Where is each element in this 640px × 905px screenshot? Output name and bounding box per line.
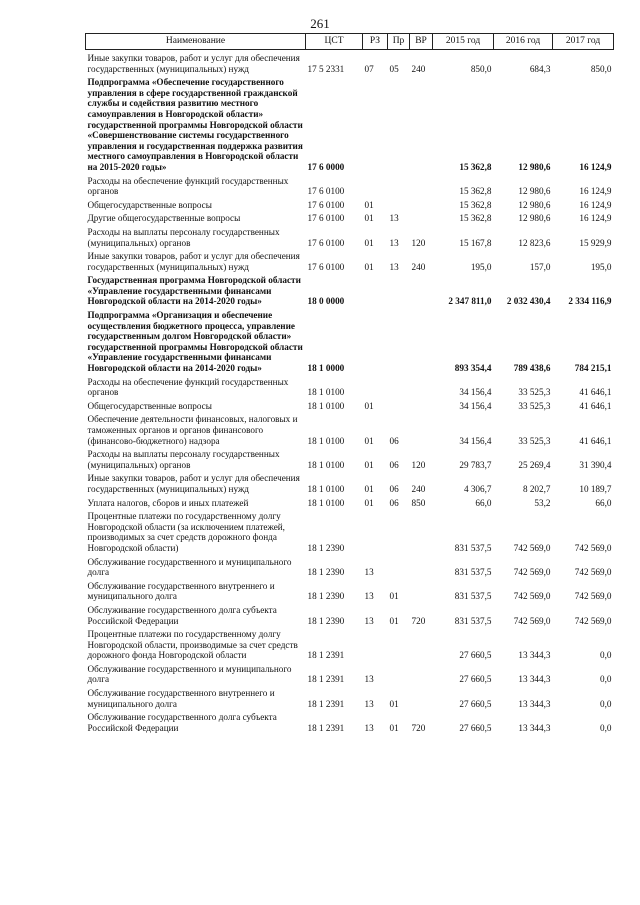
cell-rz: 01 [364,400,374,411]
table-row [86,224,614,248]
cell-name: Подпрограмма «Организация и обеспечение осуществления бюджетного процесса, управление государственным долгом Новгородской области» государственной программы Новгородской области «Управление государственными финансами Новгородской области на 2014-2020 годы» [87,310,303,374]
cell-2017: 742 569,0 [574,591,612,602]
table-row [86,272,614,307]
cell-name: Обслуживание государственного и муниципального долга [87,663,292,685]
cell-cst: 18 1 2390 [307,542,345,553]
cell-2016: 742 569,0 [513,615,551,626]
cell-2017: 784 215,1 [574,363,612,374]
cell-pr: 06 [389,435,399,446]
cell-cst: 18 0 0000 [307,296,345,307]
cell-name: Расходы на обеспечение функций государственных органов [87,376,289,398]
table-row [86,248,614,272]
cell-cst: 17 6 0100 [307,261,345,272]
cell-pr: 05 [389,63,399,74]
cell-pr [388,173,410,197]
budget-table [85,33,614,733]
cell-2017: 16 124,9 [579,199,612,210]
table-row [86,74,614,172]
table-row [86,398,614,412]
cell-rz: 13 [364,615,374,626]
cell-pr [388,554,410,578]
cell-2015: 34 156,4 [459,387,492,398]
cell-rz: 13 [364,674,374,685]
cell-pr: 13 [389,213,399,224]
cell-vr [410,173,433,197]
cell-2015: 831 537,5 [454,591,492,602]
header-2015: 2015 год [433,34,494,50]
cell-2015: 15 167,8 [459,237,492,248]
cell-cst: 18 1 2391 [307,674,345,685]
cell-2016: 13 344,3 [518,650,551,661]
table-row [86,173,614,197]
cell-2017: 41 646,1 [579,387,612,398]
cell-name: Обслуживание государственного долга субъекта Российской Федерации [87,604,277,626]
cell-2016: 2 032 430,4 [506,296,551,307]
cell-2015: 2 347 811,0 [448,296,492,307]
cell-name: Обслуживание государственного внутреннего и муниципального долга [87,688,275,709]
table-row [86,685,614,709]
header-vr: ВР [410,34,433,50]
cell-2016: 12 980,6 [518,161,551,172]
cell-rz [363,173,388,197]
cell-cst: 18 1 2390 [307,615,345,626]
cell-2016: 789 438,6 [513,363,551,374]
cell-cst: 17 6 0100 [307,213,345,224]
cell-vr [410,626,433,661]
cell-vr [410,661,433,685]
cell-vr [410,578,433,602]
table-row [86,50,614,75]
cell-2016: 13 344,3 [518,722,551,733]
cell-2017: 742 569,0 [574,542,612,553]
cell-rz [363,307,388,374]
header-rz: РЗ [363,34,388,50]
cell-2015: 27 660,5 [459,722,492,733]
cell-2015: 15 362,8 [459,199,492,210]
page-number: 261 [310,16,330,31]
cell-2017: 66,0 [595,497,612,508]
cell-vr: 240 [411,261,426,272]
cell-2016: 13 344,3 [518,674,551,685]
cell-name: Общегосударственные вопросы [87,199,212,210]
cell-rz: 13 [364,567,374,578]
cell-2017: 2 334 116,9 [568,296,612,307]
cell-2017: 15 929,9 [579,237,612,248]
cell-pr [388,508,410,553]
cell-name: Процентные платежи по государственному долгу Новгородской области (за исключением платежей, производимых за счет средств дорожного фонда Новгородской области) [87,511,285,553]
cell-name: Уплата налогов, сборов и иных платежей [87,497,249,508]
cell-2016: 12 980,6 [518,199,551,210]
cell-2017: 16 124,9 [579,161,612,172]
cell-name: Подпрограмма «Обеспечение государственного управления в сфере государственной гражданской службы и содействия развитию местного самоуправления в Новгородской области» государственной программы Новгородской области «Совершенствование системы государственного управления и государственная поддержка развития местного самоуправления в Новгородской области на 2015-2020 годы» [87,77,303,172]
cell-pr: 06 [389,497,399,508]
cell-2017: 742 569,0 [574,615,612,626]
header-name: Наименование [86,34,306,50]
cell-2015: 893 354,4 [454,363,492,374]
cell-2016: 742 569,0 [513,591,551,602]
cell-2016: 33 525,3 [518,435,551,446]
cell-pr: 01 [389,698,399,709]
table-row [86,495,614,509]
cell-2017: 41 646,1 [579,435,612,446]
cell-2017: 16 124,9 [579,186,612,197]
cell-2017: 0,0 [600,698,612,709]
cell-2016: 25 269,4 [518,459,551,470]
cell-cst: 17 6 0100 [307,186,345,197]
cell-pr: 06 [389,459,399,470]
cell-2017: 195,0 [590,261,612,272]
cell-rz [363,74,388,172]
cell-cst: 17 6 0100 [307,199,345,210]
table-row [86,210,614,224]
table-row [86,446,614,470]
cell-rz: 01 [364,237,374,248]
cell-cst: 17 6 0100 [307,237,345,248]
cell-rz [363,508,388,553]
table-row [86,307,614,374]
table-row [86,578,614,602]
cell-vr: 720 [411,722,426,733]
cell-vr [410,307,433,374]
cell-pr [388,197,410,211]
cell-name: Расходы на выплаты персоналу государственных (муниципальных) органов [87,449,280,470]
cell-cst: 18 1 0100 [307,435,345,446]
cell-cst: 17 6 0000 [307,161,345,172]
cell-pr [388,307,410,374]
cell-2015: 34 156,4 [459,400,492,411]
cell-2017: 0,0 [600,674,612,685]
cell-pr: 01 [389,615,399,626]
cell-name: Обслуживание государственного внутреннего и муниципального долга [87,580,275,602]
cell-2016: 12 823,6 [518,237,551,248]
cell-rz: 13 [364,722,374,733]
cell-pr: 13 [389,261,399,272]
cell-cst: 18 1 2391 [307,650,345,661]
cell-rz [363,272,388,307]
header-pr: Пр [388,34,410,50]
cell-pr [388,374,410,398]
cell-2016: 12 980,6 [518,213,551,224]
cell-2017: 0,0 [600,722,612,733]
cell-pr [388,272,410,307]
cell-2015: 15 362,8 [459,213,492,224]
header-2016: 2016 год [494,34,553,50]
cell-name: Обслуживание государственного долга субъекта Российской Федерации [87,712,277,733]
cell-2016: 33 525,3 [518,387,551,398]
cell-2017: 31 390,4 [579,459,612,470]
cell-rz: 01 [364,435,374,446]
cell-2015: 29 783,7 [459,459,492,470]
cell-cst: 18 1 2391 [307,698,345,709]
cell-vr: 120 [411,237,426,248]
cell-2016: 742 569,0 [513,567,551,578]
cell-rz: 07 [364,63,374,74]
cell-vr [410,374,433,398]
cell-pr [388,661,410,685]
cell-cst: 18 1 2390 [307,567,345,578]
cell-pr [388,626,410,661]
cell-cst: 18 1 0100 [307,483,345,494]
cell-2016: 157,0 [529,261,551,272]
cell-2015: 15 362,8 [459,161,492,172]
table-header-row [86,34,614,50]
table-row [86,411,614,446]
cell-2015: 195,0 [470,261,492,272]
cell-vr [410,508,433,553]
header-cst: ЦСТ [306,34,363,50]
cell-cst: 18 1 0100 [307,497,345,508]
cell-pr: 13 [389,237,399,248]
table-row [86,602,614,626]
cell-2015: 850,0 [470,63,492,74]
cell-pr: 01 [389,591,399,602]
cell-2016: 684,3 [529,63,551,74]
cell-rz [363,374,388,398]
cell-vr [410,272,433,307]
cell-name: Иные закупки товаров, работ и услуг для обеспечения государственных (муниципальных) нужд [87,53,300,74]
cell-cst: 17 5 2331 [307,63,345,74]
cell-2015: 831 537,5 [454,567,492,578]
cell-pr: 06 [389,483,399,494]
cell-rz: 01 [364,497,374,508]
cell-2015: 66,0 [475,497,492,508]
table-row [86,374,614,398]
cell-cst: 18 1 2391 [307,722,345,733]
table-row [86,661,614,685]
cell-2017: 10 189,7 [579,483,612,494]
cell-2017: 41 646,1 [579,400,612,411]
cell-name: Государственная программа Новгородской области «Управление государственными финансами Новгородской области на 2014-2020 годы» [87,275,301,307]
cell-vr: 120 [411,459,426,470]
cell-cst: 18 1 0100 [307,400,345,411]
cell-name: Обеспечение деятельности финансовых, налоговых и таможенных органов и органов финансового (финансово-бюджетного) надзора [87,414,298,446]
cell-pr [388,74,410,172]
cell-cst: 18 1 2390 [307,591,345,602]
cell-name: Другие общегосударственные вопросы [87,213,241,224]
cell-vr [410,210,433,224]
cell-2015: 15 362,8 [459,186,492,197]
cell-vr [410,685,433,709]
cell-vr: 240 [411,483,426,494]
table-row [86,554,614,578]
cell-vr [410,74,433,172]
cell-2016: 53,2 [534,497,551,508]
cell-2015: 27 660,5 [459,650,492,661]
cell-pr [388,398,410,412]
cell-2016: 13 344,3 [518,698,551,709]
cell-rz: 13 [364,698,374,709]
cell-2017: 0,0 [600,650,612,661]
cell-rz: 01 [364,459,374,470]
cell-2015: 831 537,5 [454,615,492,626]
header-2017: 2017 год [553,34,614,50]
cell-name: Обслуживание государственного и муниципального долга [87,556,292,578]
cell-cst: 18 1 0000 [307,363,345,374]
cell-vr [410,554,433,578]
cell-2016: 8 202,7 [522,483,551,494]
table-row [86,626,614,661]
cell-vr: 850 [411,497,426,508]
cell-2015: 27 660,5 [459,698,492,709]
cell-2016: 12 980,6 [518,186,551,197]
cell-2017: 742 569,0 [574,567,612,578]
cell-2015: 27 660,5 [459,674,492,685]
table-row [86,508,614,553]
cell-cst: 18 1 0100 [307,459,345,470]
table-body [86,50,614,734]
table-row [86,197,614,211]
cell-vr [410,197,433,211]
cell-2017: 16 124,9 [579,213,612,224]
cell-vr [410,398,433,412]
cell-name: Процентные платежи по государственному долгу Новгородской области, производимые за счет средств дорожного фонда Новгородской области [87,629,298,661]
cell-2015: 4 306,7 [463,483,492,494]
cell-rz: 01 [364,213,374,224]
cell-vr: 720 [411,615,426,626]
cell-2017: 850,0 [590,63,612,74]
cell-name: Иные закупки товаров, работ и услуг для обеспечения государственных (муниципальных) нужд [87,473,300,494]
cell-vr [410,411,433,446]
cell-rz: 13 [364,591,374,602]
cell-vr: 240 [411,63,426,74]
cell-cst: 18 1 0100 [307,387,345,398]
cell-2015: 831 537,5 [454,542,492,553]
table-row [86,709,614,733]
cell-pr: 01 [389,722,399,733]
cell-rz [363,626,388,661]
cell-name: Расходы на обеспечение функций государственных органов [87,175,289,197]
cell-2016: 33 525,3 [518,400,551,411]
cell-name: Общегосударственные вопросы [87,400,212,411]
table-row [86,470,614,494]
cell-2015: 34 156,4 [459,435,492,446]
cell-2016: 742 569,0 [513,542,551,553]
cell-name: Расходы на выплаты персоналу государственных (муниципальных) органов [87,226,280,248]
cell-rz: 01 [364,483,374,494]
cell-rz: 01 [364,199,374,210]
cell-rz: 01 [364,261,374,272]
cell-name: Иные закупки товаров, работ и услуг для обеспечения государственных (муниципальных) нужд [87,251,300,272]
